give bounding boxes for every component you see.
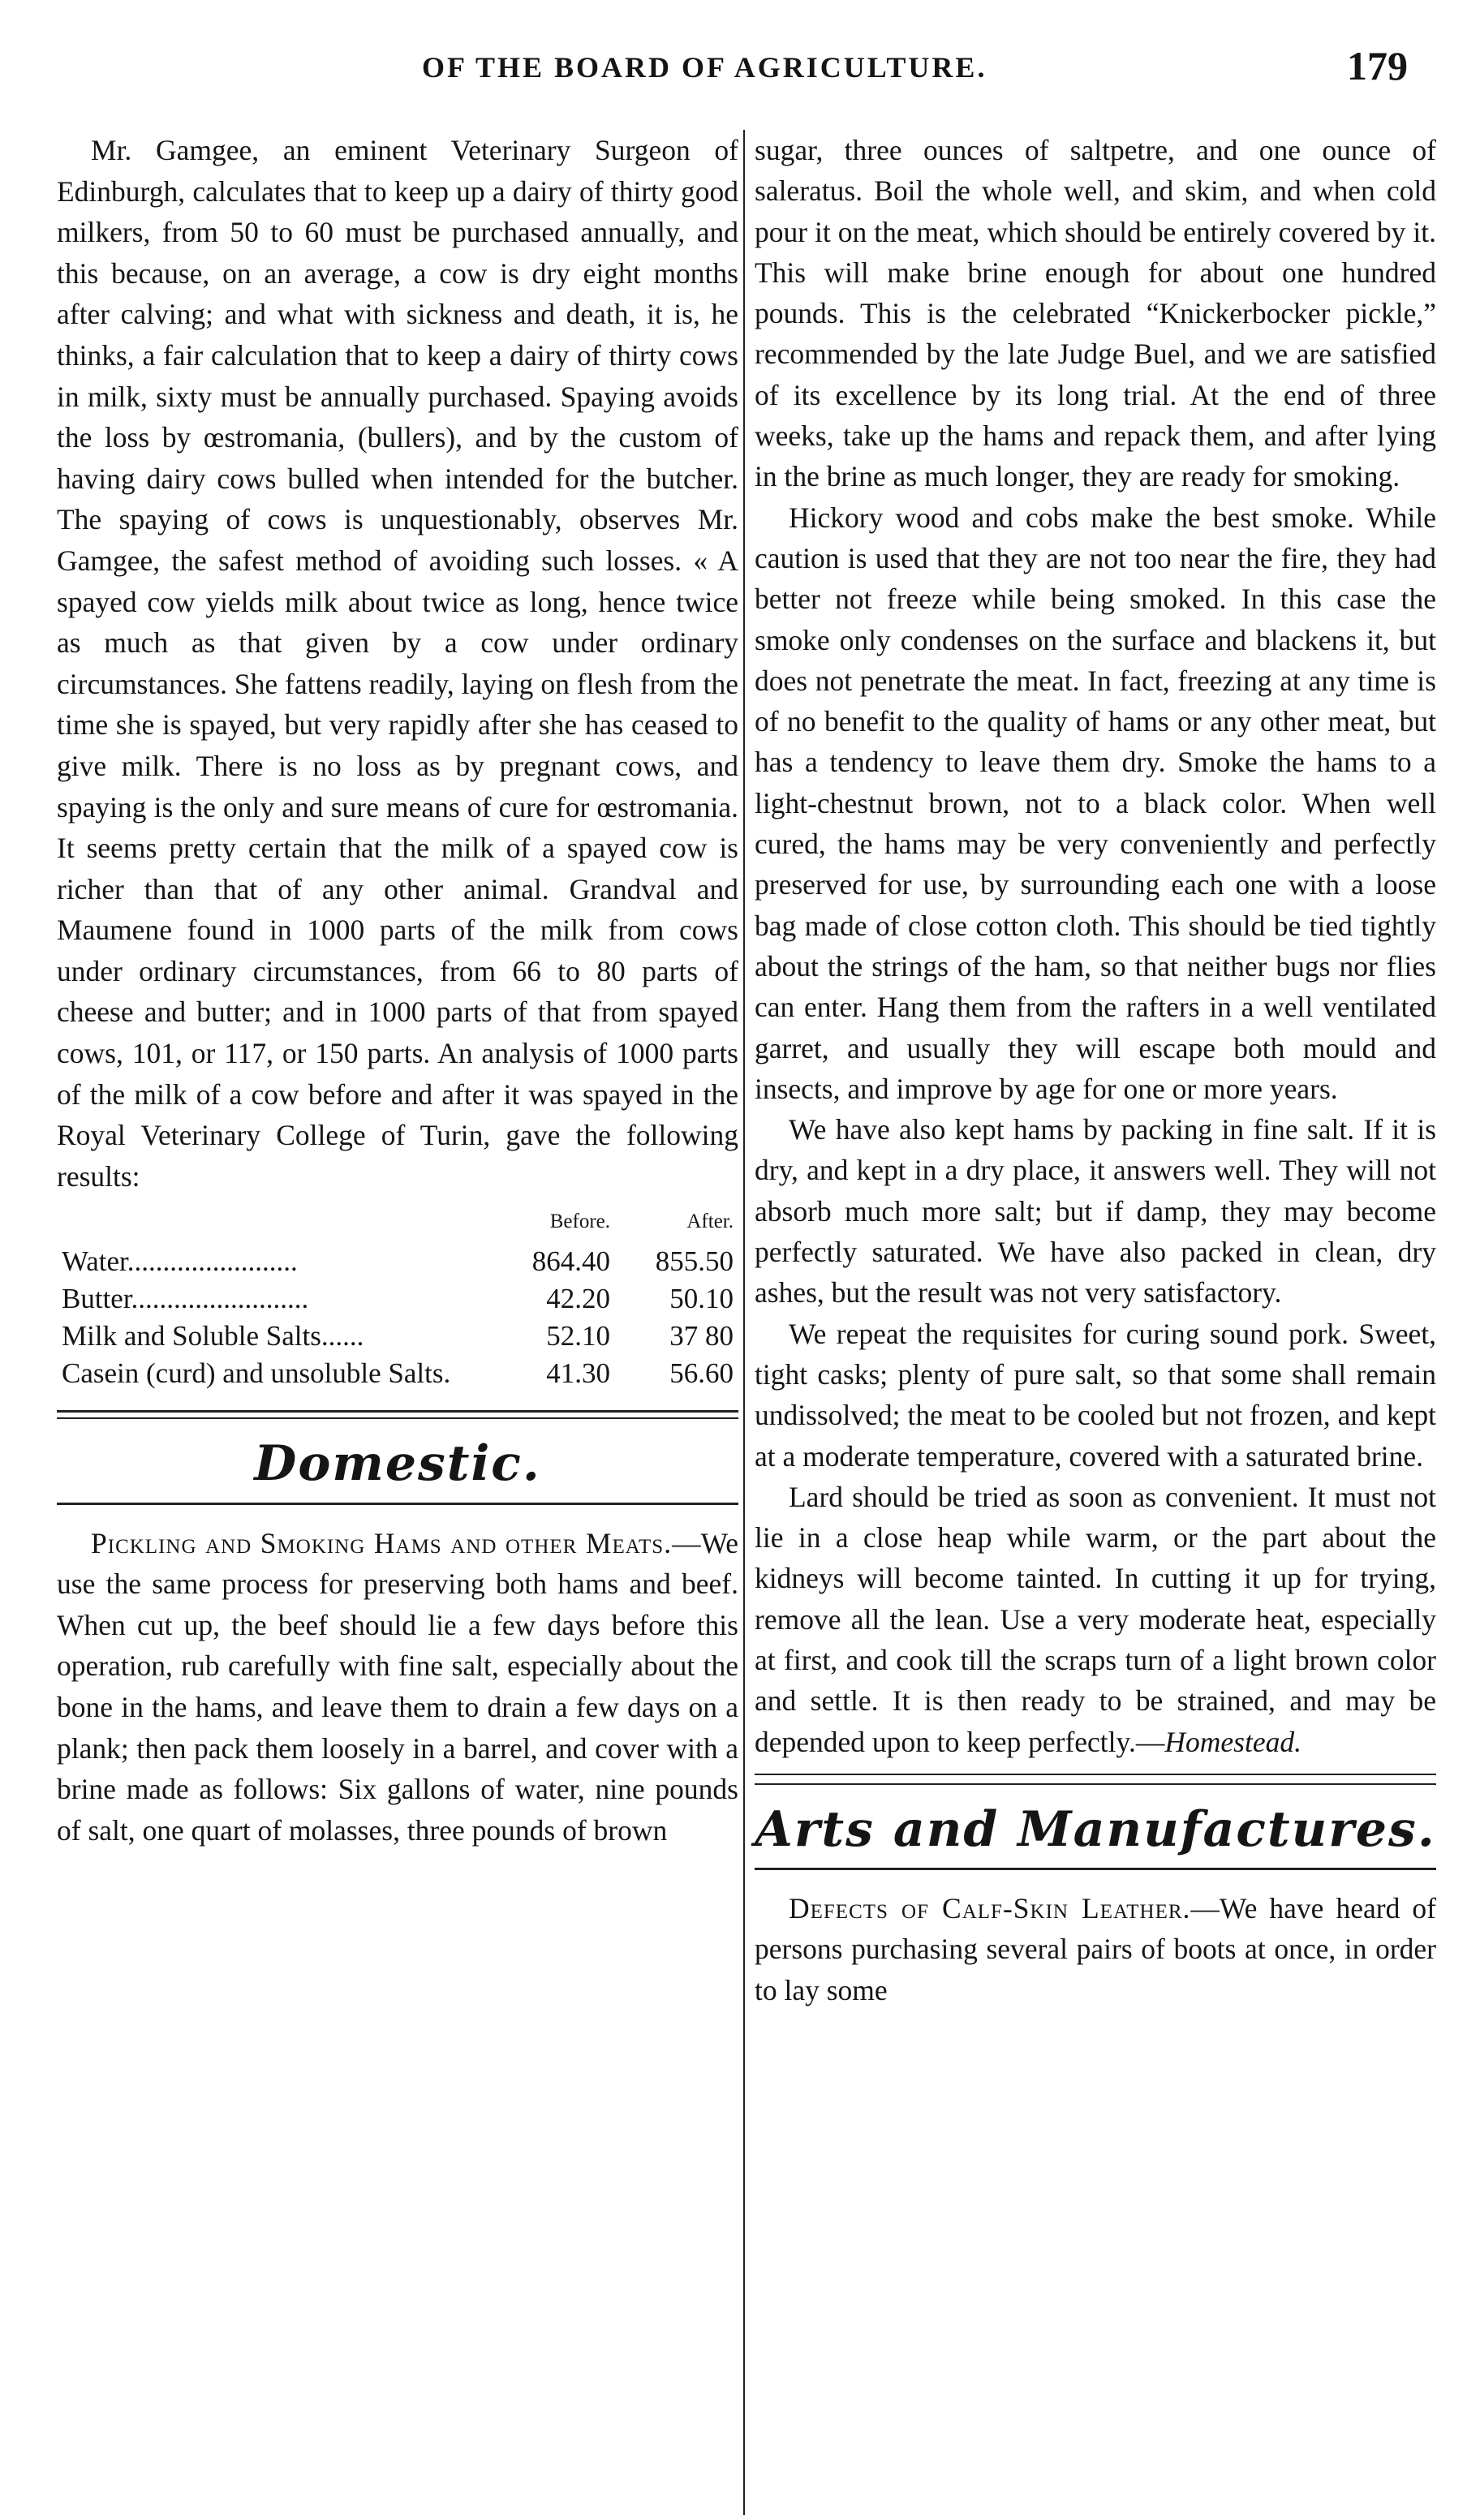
row-before: 41.30 xyxy=(546,1357,610,1390)
paragraph-calf-skin xyxy=(755,1888,1436,2010)
running-head: OF THE BOARD OF AGRICULTURE. xyxy=(422,51,987,84)
right-column xyxy=(755,130,1436,2010)
col-header-before: Before. xyxy=(549,1211,610,1233)
table-row xyxy=(57,1355,738,1392)
section-rule xyxy=(755,1868,1436,1870)
section-rule xyxy=(755,1774,1436,1785)
left-column xyxy=(57,130,738,1851)
row-after: 37 80 xyxy=(669,1320,734,1352)
row-after: 56.60 xyxy=(669,1357,734,1390)
row-after: 50.10 xyxy=(669,1283,734,1315)
row-label: Water........................ xyxy=(62,1245,298,1278)
table-header-row xyxy=(57,1202,738,1243)
article-body: —We use the same process for preserving both hams and beef. When cut up, the beef should lie a few days before this operation, rub carefully with fine salt, especially about the bone in the hams, and leave them to drain a few days on a plank; then pack them loosely in a barrel, and cover with a brine made as follows: Six gallons of water, nine pounds of salt, one quart of molasses, three pounds of brown xyxy=(57,1526,738,1847)
page-number: 179 xyxy=(1347,43,1408,88)
row-before: 52.10 xyxy=(546,1320,610,1352)
section-rule xyxy=(57,1410,738,1419)
col-header-after: After. xyxy=(686,1211,734,1233)
section-title-domestic: Domestic. xyxy=(254,1435,541,1493)
row-before: 864.40 xyxy=(531,1245,610,1278)
article-body: —We have heard of persons purchasing several pairs of boots at once, in order to lay some xyxy=(755,1892,1436,2006)
paragraph-brine: sugar, three ounces of saltpetre, and one ounce of saleratus. Boil the whole well, and skim, and when cold pour it on the meat, which should be entirely covered by it. This will make brine enough for about one hundred pounds. This is the celebrated “Knickerbocker pickle,” recommended by the late Judge Buel, and we are satisfied of its excellence by its long trial. At the end of three weeks, take up the hams and repack them, and after lying in the brine as much longer, they are ready for smoking. xyxy=(755,134,1436,493)
lard-body: Lard should be tried as soon as convenient. It must not lie in a close heap while warm, or the part about the kidneys will become tainted. In cutting it up for trying, remove all the lean. Use a very moderate heat, especially at first, and cook till the scraps turn of a light brown color and settle. It is then ready to be strained, and may be depended upon to keep perfectly.— xyxy=(755,1480,1436,1758)
milk-analysis-table xyxy=(57,1202,738,1392)
paragraph-spaying: Mr. Gamgee, an eminent Veterinary Surgeon of Edinburgh, calculates that to keep up a dairy of thirty good milkers, from 50 to 60 must be purchased annually, and this because, on an average, a cow is dry eight months after calving; and what with sickness and death, it is, he thinks, a fair calculation that to keep a dairy of thirty cows in milk, sixty must be annually purchased. Spaying avoids the loss by œstromania, (bullers), and by the custom of having dairy cows bulled when intended for the butcher. The spaying of cows is unquestionably, observes Mr. Gamgee, the safest method of avoiding such losses. « A spayed cow yields milk about twice as long, hence twice as much as that given by a cow under ordinary circumstances. She fattens readily, laying on flesh from the time she is spayed, but very rapidly after she has ceased to give milk. There is no loss as by pregnant cows, and spaying is the only and sure means of cure for œstromania. It seems pretty certain that the milk of a spayed cow is richer than that of any other animal. Grandval and Maumene found in 1000 parts of the milk from cows under ordinary circumstances, from 66 to 80 parts of cheese and butter; and in 1000 parts of that from spayed cows, 101, or 117, or 150 parts. An analysis of 1000 parts of the milk of a cow before and after it was spayed in the Royal Veterinary College of Turin, gave the following results: xyxy=(57,134,738,1193)
table-row xyxy=(57,1280,738,1318)
paragraph-requisites: We repeat the requisites for curing sound pork. Sweet, tight casks; plenty of pure salt, so that some shall remain undissolved; the meat to be cooled but not frozen, and kept at a moderate temperature, covered with a saturated brine. xyxy=(755,1317,1436,1473)
row-after: 855.50 xyxy=(655,1245,734,1278)
section-title-arts: Arts and Manufactures. xyxy=(755,1800,1436,1858)
source-citation: Homestead. xyxy=(1164,1725,1301,1758)
paragraph-pickling xyxy=(57,1523,738,1851)
row-label: Butter......................... xyxy=(62,1283,309,1315)
article-heading: Defects of Calf-Skin Leather. xyxy=(789,1892,1191,1925)
section-rule xyxy=(57,1503,738,1505)
paragraph-salt-packing: We have also kept hams by packing in fine salt. If it is dry, and kept in a dry place, it answers well. They will not absorb much more salt; but if damp, they may become perfectly saturated. We have also packed in clean, dry ashes, but the result was not very satisfactory. xyxy=(755,1113,1436,1309)
table-row xyxy=(57,1318,738,1355)
paragraph-smoking: Hickory wood and cobs make the best smoke. While caution is used that they are not too near the fire, they had better not freeze while being smoked. In this case the smoke only condenses on the surface and blackens it, but does not penetrate the meat. In fact, freezing at any time is of no benefit to the quality of hams or any other meat, but has a tendency to leave them dry. Smoke the hams to a light-chestnut brown, not to a black color. When well cured, the hams may be very conveniently and perfectly preserved for use, by surrounding each one with a loose bag made of close cotton cloth. This should be tied tightly about the strings of the ham, so that neither bugs nor flies can enter. Hang them from the rafters in a well ventilated garret, and usually they will escape both mould and insects, and improve by age for one or more years. xyxy=(755,501,1436,1105)
row-label: Casein (curd) and unsoluble Salts. xyxy=(62,1357,451,1390)
table-row xyxy=(57,1243,738,1280)
article-heading: Pickling and Smoking Hams and other Meats. xyxy=(91,1526,673,1559)
row-before: 42.20 xyxy=(546,1283,610,1315)
paragraph-lard xyxy=(755,1477,1436,1762)
row-label: Milk and Soluble Salts...... xyxy=(62,1320,364,1352)
column-divider xyxy=(743,130,745,2515)
